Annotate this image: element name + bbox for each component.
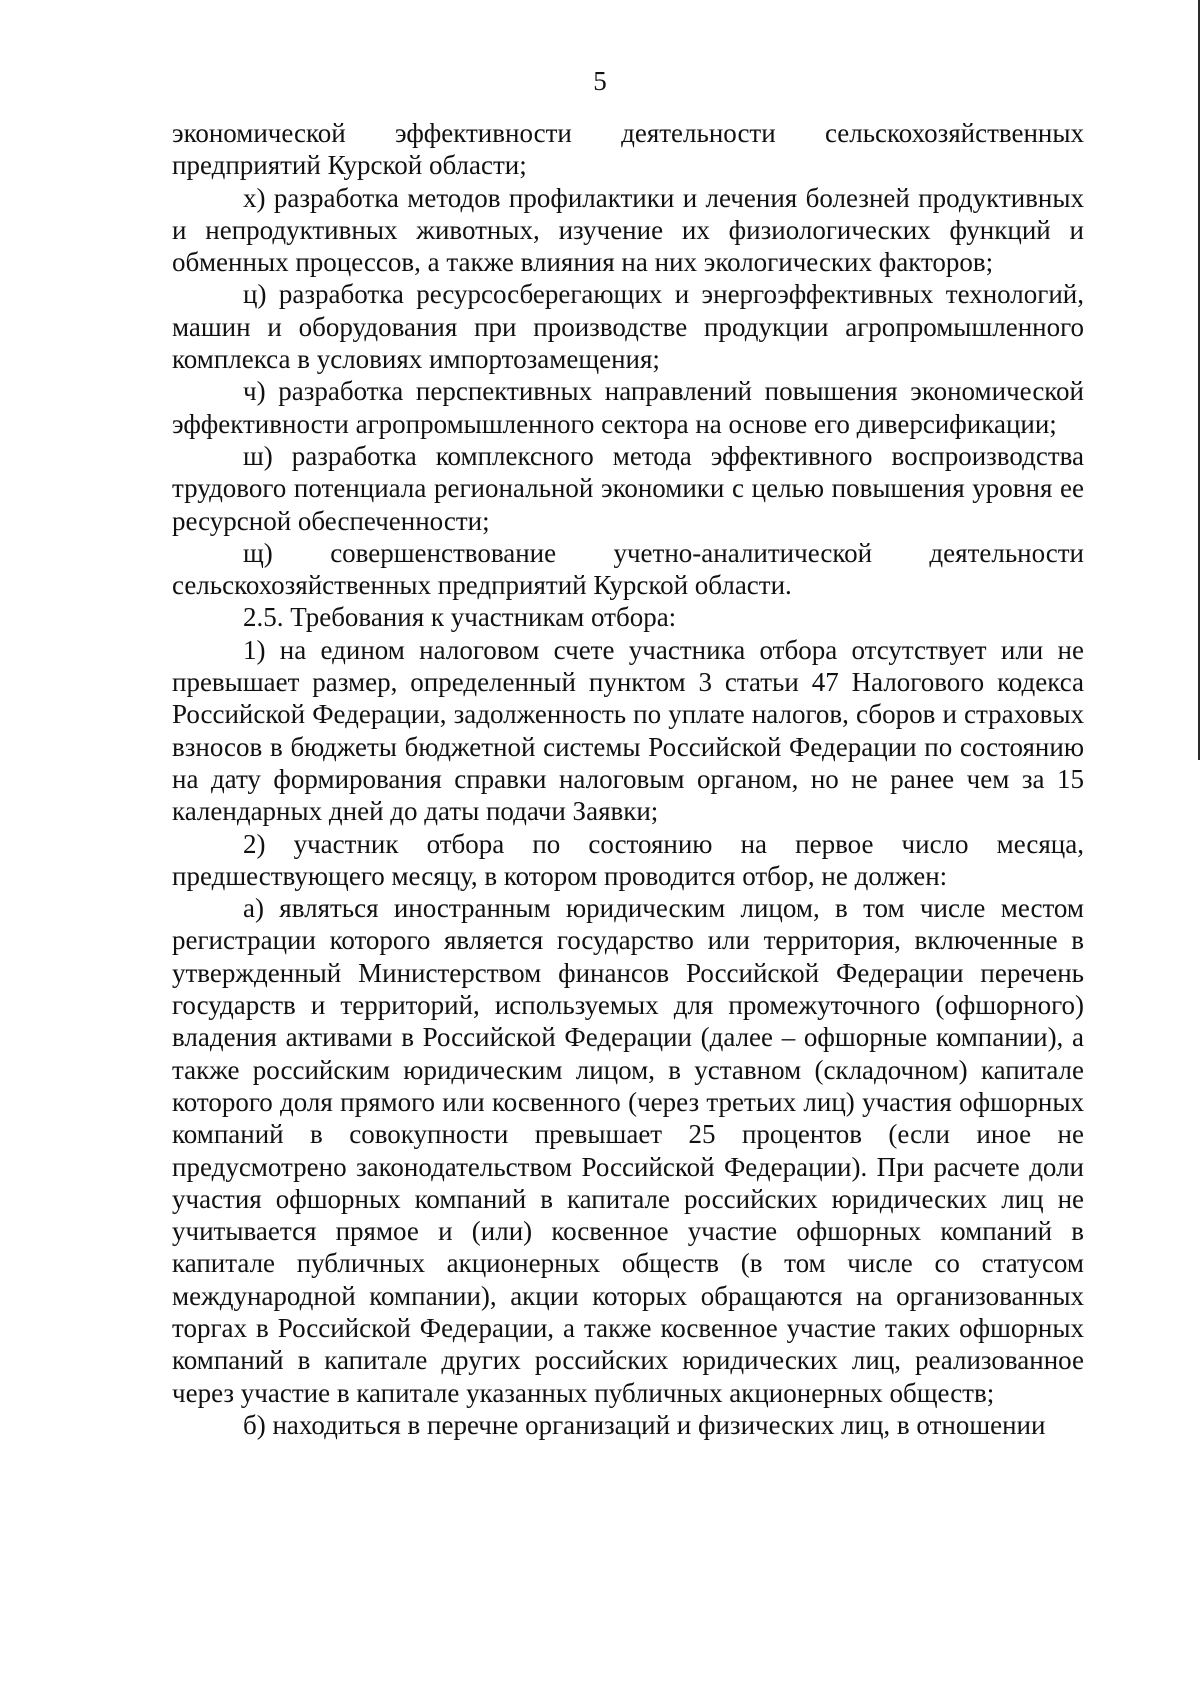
paragraph-item-kh: х) разработка методов профилактики и лечения болезней продуктивных и непродуктивных животных, изучение их физиологических функций и обменных процессов, а также влияния на них экологических факторов; — [172, 182, 1084, 278]
page-number: 5 — [593, 66, 607, 96]
paragraph-item-ch: ч) разработка перспективных направлений повышения экономической эффективности агропромышленного сектора на основе его диверсификации; — [172, 376, 1084, 439]
paragraph-requirement-1: 1) на едином налоговом счете участника отбора отсутствует или не превышает размер, определенный пунктом 3 статьи 47 Налогового кодекса Российской Федерации, задолженность по уплате налогов, сборов и страховых взносов в бюджеты бюджетной системы Российской Федерации по состоянию на дату формирования справки налоговым органом, но не ранее чем за 15 календарных дней до даты подачи Заявки; — [172, 634, 1084, 827]
paragraph-item-sh: ш) разработка комплексного метода эффективного воспроизводства трудового потенциала региональной экономики с целью повышения уровня ее ресурсной обеспеченности; — [172, 440, 1084, 536]
paragraph-item-ts: ц) разработка ресурсосберегающих и энергоэффективных технологий, машин и оборудования при производстве продукции агропромышленного комплекса в условиях импортозамещения; — [172, 279, 1084, 375]
paragraph-requirement-2: 2) участник отбора по состоянию на первое число месяца, предшествующего месяцу, в котором проводится отбор, не должен: — [172, 828, 1084, 891]
section-heading-2-5: 2.5. Требования к участникам отбора: — [243, 602, 677, 633]
document-body — [172, 117, 1084, 1441]
paragraph-subitem-b: б) находиться в перечне организаций и физических лиц, в отношении — [243, 1409, 1046, 1440]
paragraph-subitem-a: а) являться иностранным юридическим лицом, в том числе местом регистрации которого является государство или территория, включенные в утвержденный Министерством финансов Российской Федерации перечень государств и территорий, используемых для промежуточного (офшорного) владения активами в Российской Федерации (далее – офшорные компании), а также российским юридическим лицом, в уставном (складочном) капитале которого доля прямого или косвенного (через третьих лиц) участия офшорных компаний в совокупности превышает 25 процентов (если иное не предусмотрено законодательством Российской Федерации). При расчете доли участия офшорных компаний в капитале российских юридических лиц не учитывается прямое и (или) косвенное участие офшорных компаний в капитале публичных акционерных обществ (в том числе со статусом международной компании), акции которых обращаются на организованных торгах в Российской Федерации, а также косвенное участие таких офшорных компаний в капитале других российских юридических лиц, реализованное через участие в капитале указанных публичных акционерных обществ; — [172, 893, 1084, 1408]
paragraph-continuation: экономической эффективности деятельности сельскохозяйственных предприятий Курской области; — [172, 118, 1084, 181]
paragraph-item-shch: щ) совершенствование учетно-аналитической деятельности сельскохозяйственных предприятий Курской области. — [172, 537, 1084, 601]
